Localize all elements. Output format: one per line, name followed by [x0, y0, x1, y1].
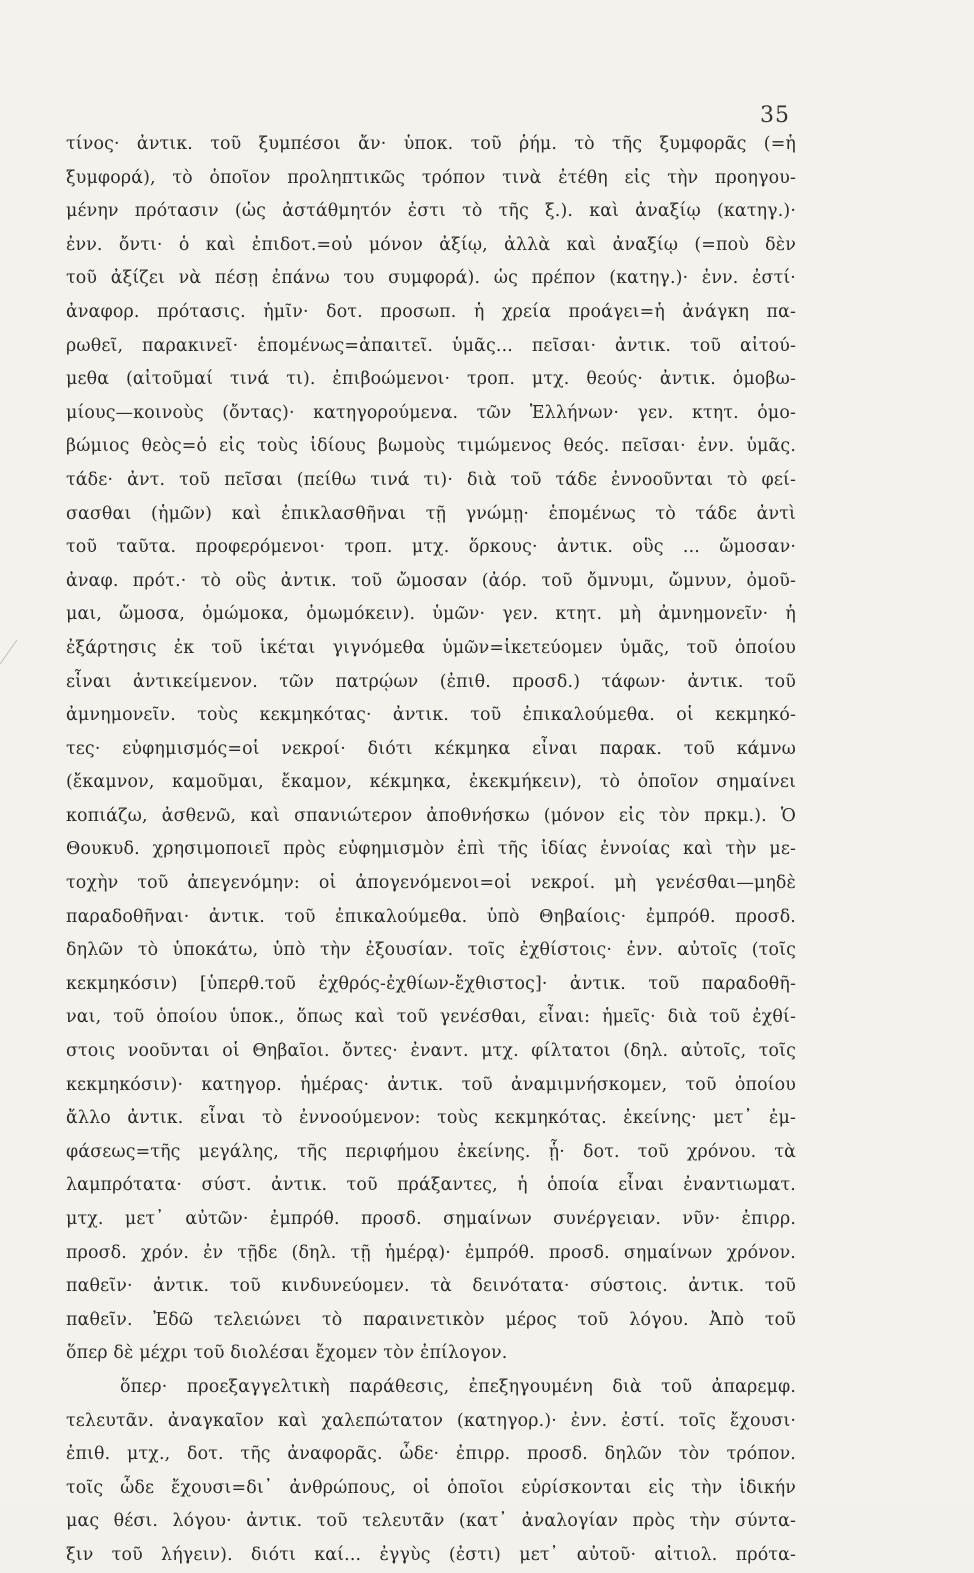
- text-line: ὅπερ δὲ μέχρι τοῦ διολέσαι ἔχομεν τὸν ἐπίλογον.: [66, 1343, 508, 1364]
- text-line: τελευτᾶν. ἀναγκαῖον καὶ χαλεπώτατον (κατηγορ.)· ἐνν. ἐστί. τοῖς ἔχουσι·: [66, 1410, 796, 1431]
- text-line: παραδοθῆναι· ἀντικ. τοῦ ἐπικαλούμεθα. ὑπὸ Θηβαίοις· ἐμπρόθ. προσδ.: [66, 906, 796, 927]
- text-line: λαμπρότατα· σύστ. ἀντικ. τοῦ πράξαντες, ἡ ὁποία εἶναι ἐναντιωματ.: [66, 1175, 796, 1196]
- text-line: προσδ. χρόν. ἐν τῇδε (δηλ. τῇ ἡμέρᾳ)· ἐμπρόθ. προσδ. σημαίνων χρόνον.: [66, 1242, 796, 1263]
- text-line: τάδε· ἀντ. τοῦ πεῖσαι (πείθω τινά τι)· διὰ τοῦ τάδε ἐννοοῦνται τὸ φεί-: [66, 469, 796, 490]
- text-line: ναι, τοῦ ὁποίου ὑποκ., ὅπως καὶ τοῦ γενέσθαι, εἶναι: ἡμεῖς· διὰ τοῦ ἐχθί-: [66, 1007, 796, 1028]
- text-line: ἀναφ. πρότ.· τὸ οὓς ἀντικ. τοῦ ὤμοσαν (ἀόρ. τοῦ ὄμνυμι, ὤμνυν, ὀμοῦ-: [66, 570, 796, 591]
- text-line: φάσεως=τῆς μεγάλης, τῆς περιφήμου ἐκείνης. ᾗ· δοτ. τοῦ χρόνου. τὰ: [66, 1141, 796, 1162]
- text-line: ξυμφορά), τὸ ὁποῖον προληπτικῶς τρόπον τινὰ ἐτέθη εἰς τὴν προηγου-: [66, 167, 796, 188]
- text-line: παθεῖν. Ἐδῶ τελειώνει τὸ παραινετικὸν μέρος τοῦ λόγου. Ἀπὸ τοῦ: [66, 1309, 796, 1330]
- text-line: δηλῶν τὸ ὑποκάτω, ὑπὸ τὴν ἐξουσίαν. τοῖς ἐχθίστοις· ἐνν. αὐτοῖς (τοῖς: [66, 940, 796, 961]
- text-line: ἐνν. ὄντι· ὁ καὶ ἐπιδοτ.=οὐ μόνον ἀξίῳ, ἀλλὰ καὶ ἀναξίῳ (=ποὺ δὲν: [66, 234, 796, 255]
- text-line: ἐπιθ. μτχ., δοτ. τῆς ἀναφορᾶς. ὧδε· ἐπιρρ. προσδ. δηλῶν τὸν τρόπον.: [66, 1444, 796, 1465]
- text-line: μένην πρότασιν (ὡς ἀστάθμητόν ἐστι τὸ τῆς ξ.). καὶ ἀναξίῳ (κατηγ.)·: [66, 201, 796, 222]
- text-line: εἶναι ἀντικείμενον. τῶν πατρῴων (ἐπιθ. προσδ.) τάφων· ἀντικ. τοῦ: [66, 671, 796, 692]
- text-line: ἐξάρτησις ἐκ τοῦ ἱκέται γιγνόμεθα ὑμῶν=ἱκετεύομεν ὑμᾶς, τοῦ ὁποίου: [66, 637, 796, 658]
- text-line: ρωθεῖ, παρακινεῖ· ἑπομένως=ἀπαιτεῖ. ὑμᾶς... πεῖσαι· ἀντικ. τοῦ αἰτού-: [66, 335, 796, 356]
- text-line: κοπιάζω, ἀσθενῶ, καὶ σπανιώτερον ἀποθνήσκω (μόνον εἰς τὸν πρκμ.). Ὁ: [66, 805, 796, 826]
- text-line: τοχὴν τοῦ ἀπεγενόμην: οἱ ἀπογενόμενοι=οἱ νεκροί. μὴ γενέσθαι—μηδὲ: [66, 873, 796, 894]
- text-line: μεθα (αἰτοῦμαί τινά τι). ἐπιβοώμενοι· τροπ. μτχ. θεούς· ἀντικ. ὁμοβω-: [66, 369, 796, 390]
- text-line: Θουκυδ. χρησιμοποιεῖ πρὸς εὐφημισμὸν ἐπὶ τῆς ἰδίας ἐννοίας καὶ τὴν με-: [66, 839, 796, 860]
- text-line: βώμιος θεὸς=ὁ εἰς τοὺς ἰδίους βωμοὺς τιμώμενος θεός. πεῖσαι· ἐνν. ὑμᾶς.: [66, 436, 796, 457]
- text-line: ἄλλο ἀντικ. εἶναι τὸ ἐννοούμενον: τοὺς κεκμηκότας. ἐκείνης· μετ᾽ ἐμ-: [66, 1108, 796, 1129]
- text-line: μτχ. μετ᾽ αὐτῶν· ἐμπρόθ. προσδ. σημαίνων συνέργειαν. νῦν· ἐπιρρ.: [66, 1209, 796, 1229]
- text-line: τίνος· ἀντικ. τοῦ ξυμπέσοι ἄν· ὑποκ. τοῦ ῥήμ. τὸ τῆς ξυμφορᾶς (=ἡ: [66, 134, 796, 154]
- text-line: στοις νοοῦνται οἱ Θηβαῖοι. ὄντες· ἐναντ. μτχ. φίλτατοι (δηλ. αὐτοῖς, τοῖς: [66, 1041, 796, 1062]
- text-line: παθεῖν· ἀντικ. τοῦ κινδυνεύομεν. τὰ δεινότατα· σύστοις. ἀντικ. τοῦ: [66, 1276, 796, 1297]
- text-line: τοῖς ὧδε ἔχουσι=δι᾽ ἀνθρώπους, οἱ ὁποῖοι εὑρίσκονται εἰς τὴν ἰδικήν: [66, 1477, 796, 1498]
- margin-pencil-mark: [0, 640, 39, 664]
- text-line: μαι, ὤμοσα, ὀμώμοκα, ὀμωμόκειν). ὑμῶν· γεν. κτητ. μὴ ἀμνημονεῖν· ἡ: [66, 604, 796, 625]
- text-line: κεκμηκόσιν)· κατηγορ. ἡμέρας· ἀντικ. τοῦ ἀναμιμνήσκομεν, τοῦ ὁποίου: [66, 1074, 796, 1095]
- commentary-text: [66, 128, 796, 1573]
- text-line: ξιν τοῦ λήγειν). διότι καί... ἐγγὺς (ἐστι) μετ᾽ αὐτοῦ· αἰτιολ. πρότα-: [66, 1544, 796, 1565]
- text-line: τοῦ ταῦτα. προφερόμενοι· τροπ. μτχ. ὅρκους· ἀντικ. οὓς ... ὤμοσαν·: [66, 537, 796, 558]
- text-line: (ἔκαμνον, καμοῦμαι, ἔκαμον, κέκμηκα, ἐκεκμήκειν), τὸ ὁποῖον σημαίνει: [66, 772, 796, 793]
- text-line: κεκμηκόσιν) [ὑπερθ.τοῦ ἐχθρός-ἐχθίων-ἔχθιστος]· ἀντικ. τοῦ παραδοθῆ-: [66, 973, 796, 994]
- text-line: ὅπερ· προεξαγγελτικὴ παράθεσις, ἐπεξηγουμένη διὰ τοῦ ἀπαρεμφ.: [120, 1376, 796, 1397]
- page-number: 35: [760, 103, 790, 128]
- text-line: σασθαι (ἡμῶν) καὶ ἐπικλασθῆναι τῇ γνώμῃ· ἑπομένως τὸ τάδε ἀντὶ: [66, 503, 796, 524]
- text-line: τες· εὐφημισμός=οἱ νεκροί· διότι κέκμηκα εἶναι παρακ. τοῦ κάμνω: [66, 738, 796, 759]
- text-line: ἀναφορ. πρότασις. ἡμῖν· δοτ. προσωπ. ἡ χρεία προάγει=ἡ ἀνάγκη πα-: [66, 301, 796, 322]
- text-line: μας θέσι. λόγου· ἀντικ. τοῦ τελευτᾶν (κατ᾽ ἀναλογίαν πρὸς τὴν σύντα-: [66, 1511, 796, 1532]
- text-line: τοῦ ἀξίζει νὰ πέσῃ ἐπάνω του συμφορά). ὡς πρέπον (κατηγ.)· ἐνν. ἐστί·: [66, 268, 796, 289]
- text-line: μίους—κοινοὺς (ὄντας)· κατηγορούμενα. τῶν Ἑλλήνων· γεν. κτητ. ὁμο-: [66, 402, 796, 423]
- text-line: ἀμνημονεῖν. τοὺς κεκμηκότας· ἀντικ. τοῦ ἐπικαλούμεθα. οἱ κεκμηκό-: [66, 705, 796, 726]
